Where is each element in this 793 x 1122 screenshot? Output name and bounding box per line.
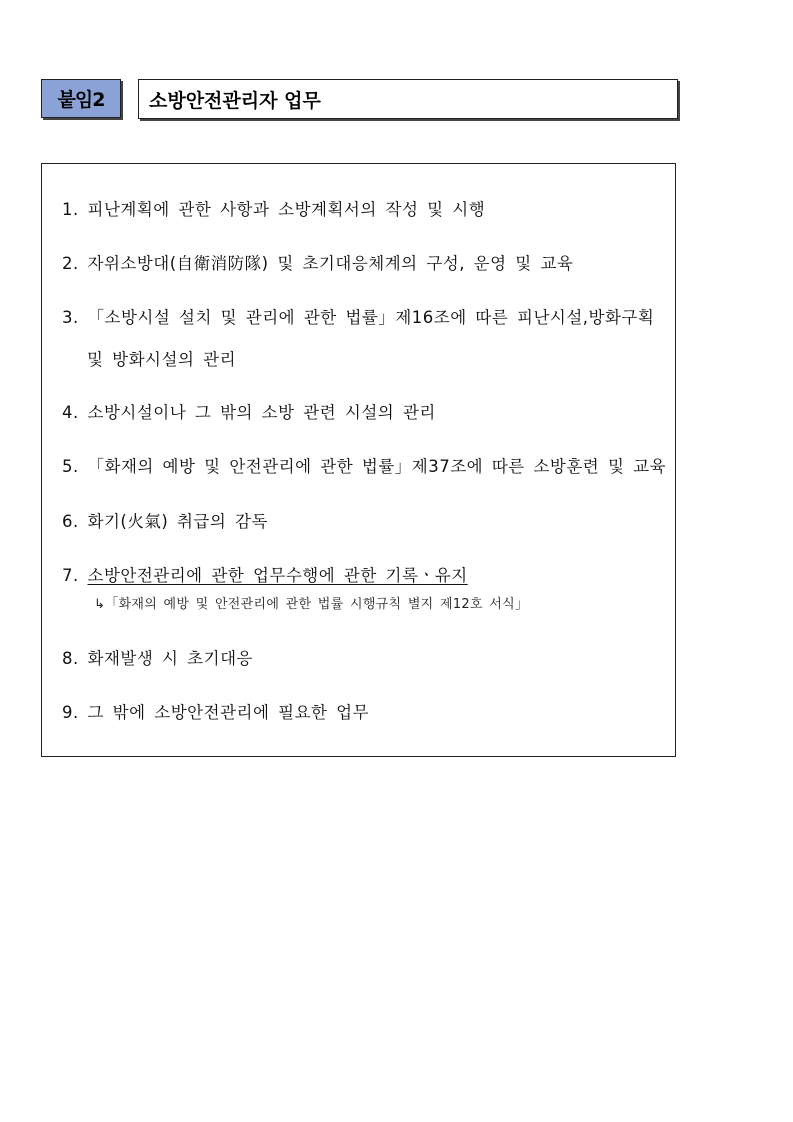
item-number: 6. <box>62 512 79 531</box>
list-item <box>62 512 268 532</box>
item-text: 소방시설이나 그 밖의 소방 관련 시설의 관리 <box>87 403 436 422</box>
duties-list-box <box>41 163 676 757</box>
list-item <box>62 254 573 274</box>
list-item <box>62 308 654 328</box>
list-item <box>62 566 468 586</box>
item-text: 화기(火氣) 취급의 감독 <box>87 512 268 531</box>
item-text: 「소방시설 설치 및 관리에 관한 법률」제16조에 따른 피난시설,방화구획 <box>87 308 655 327</box>
attachment-label: 붙임2 <box>41 79 121 118</box>
item-text-continuation: 및 방화시설의 관리 <box>87 350 237 369</box>
item-number: 7. <box>62 566 79 585</box>
list-item <box>62 403 436 423</box>
list-item <box>62 703 369 723</box>
item-number: 8. <box>62 649 79 668</box>
item-text: 자위소방대(自衛消防隊) 및 초기대응체계의 구성, 운영 및 교육 <box>87 254 574 273</box>
item-number: 3. <box>62 308 79 327</box>
item-text: 「화재의 예방 및 안전관리에 관한 법률」제37조에 따른 소방훈련 및 교육 <box>87 457 667 476</box>
list-item <box>62 200 485 220</box>
item-text: 그 밖에 소방안전관리에 필요한 업무 <box>87 703 370 722</box>
page-title: 소방안전관리자 업무 <box>138 79 678 119</box>
list-item <box>62 649 253 669</box>
item-number: 9. <box>62 703 79 722</box>
item-number: 1. <box>62 200 79 219</box>
item-text: 소방안전관리에 관한 업무수행에 관한 기록ㆍ유지 <box>87 566 468 585</box>
item-number: 4. <box>62 403 79 422</box>
list-item <box>62 457 666 477</box>
item-text: 피난계획에 관한 사항과 소방계획서의 작성 및 시행 <box>87 200 486 219</box>
form-reference-note: ↳「화재의 예방 및 안전관리에 관한 법률 시행규칙 별지 제12호 서식」 <box>94 597 529 612</box>
item-number: 2. <box>62 254 79 273</box>
item-text: 화재발생 시 초기대응 <box>87 649 253 668</box>
item-number: 5. <box>62 457 79 476</box>
